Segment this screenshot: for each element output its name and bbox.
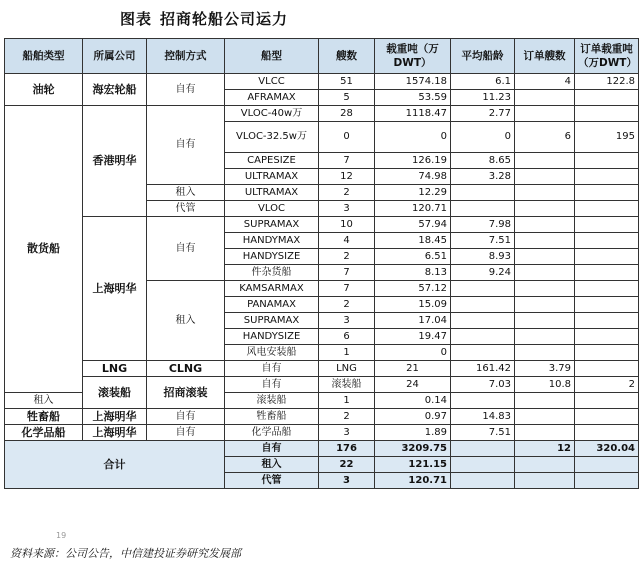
age-cell: 2.77 bbox=[451, 106, 515, 122]
order-dwt-cell bbox=[575, 393, 639, 409]
count-cell: 51 bbox=[319, 74, 375, 90]
age-cell: 7.51 bbox=[451, 425, 515, 441]
age-cell bbox=[451, 393, 515, 409]
dwt-cell: 15.09 bbox=[375, 297, 451, 313]
page-number: 19 bbox=[56, 531, 67, 540]
control-cell: 代管 bbox=[147, 201, 225, 217]
age-cell bbox=[451, 313, 515, 329]
total-order-dwt-cell bbox=[575, 457, 639, 473]
ship-type-cell: CAPESIZE bbox=[225, 153, 319, 169]
ship-type-cell: AFRAMAX bbox=[225, 90, 319, 106]
company-cell: 上海明华 bbox=[83, 409, 147, 425]
age-cell: 8.93 bbox=[451, 249, 515, 265]
orders-cell: 6 bbox=[515, 122, 575, 153]
total-label: 合计 bbox=[5, 441, 225, 489]
total-order-dwt-cell: 320.04 bbox=[575, 441, 639, 457]
count-cell: 28 bbox=[319, 106, 375, 122]
age-cell: 8.65 bbox=[451, 153, 515, 169]
order-dwt-cell bbox=[575, 201, 639, 217]
ship-type-cell: 风电安装船 bbox=[225, 345, 319, 361]
ship-type-cell: 滚装船 bbox=[225, 393, 319, 409]
count-cell: 2 bbox=[319, 297, 375, 313]
header-ship-category: 船舶类型 bbox=[5, 39, 83, 74]
category-cell: LNG bbox=[83, 361, 147, 377]
count-cell: 10 bbox=[319, 217, 375, 233]
fleet-capacity-table bbox=[4, 38, 639, 489]
control-cell: 自有 bbox=[147, 74, 225, 106]
dwt-cell: 57.12 bbox=[375, 281, 451, 297]
total-count-cell: 22 bbox=[319, 457, 375, 473]
dwt-cell: 7.03 bbox=[451, 377, 515, 393]
header-dwt: 载重吨（万DWT） bbox=[375, 39, 451, 74]
control-cell: 租入 bbox=[147, 281, 225, 361]
count-cell: 7 bbox=[319, 281, 375, 297]
total-control-label: 租入 bbox=[225, 457, 319, 473]
control-cell: 自有 bbox=[147, 425, 225, 441]
orders-cell bbox=[515, 217, 575, 233]
ship-type-cell: VLOC bbox=[225, 201, 319, 217]
ship-type-cell: 滚装船 bbox=[319, 377, 375, 393]
total-age-cell bbox=[451, 441, 515, 457]
order-dwt-cell bbox=[575, 106, 639, 122]
order-dwt-cell bbox=[575, 409, 639, 425]
count-cell: 2 bbox=[319, 409, 375, 425]
age-cell: 0 bbox=[451, 122, 515, 153]
order-dwt-cell bbox=[575, 313, 639, 329]
header-avg-age: 平均船龄 bbox=[451, 39, 515, 74]
orders-cell bbox=[515, 90, 575, 106]
orders-cell bbox=[515, 201, 575, 217]
ship-type-cell: LNG bbox=[319, 361, 375, 377]
total-control-label: 代管 bbox=[225, 473, 319, 489]
dwt-cell: 1574.18 bbox=[375, 74, 451, 90]
header-orders: 订单艘数 bbox=[515, 39, 575, 74]
table-row bbox=[5, 409, 639, 425]
control-cell: 自有 bbox=[225, 377, 319, 393]
age-cell bbox=[451, 297, 515, 313]
title-label: 图表 bbox=[120, 10, 153, 28]
total-dwt-cell: 120.71 bbox=[375, 473, 451, 489]
order-dwt-cell bbox=[575, 329, 639, 345]
age-cell: 7.98 bbox=[451, 217, 515, 233]
orders-cell bbox=[515, 106, 575, 122]
age-cell bbox=[451, 345, 515, 361]
dwt-cell: 120.71 bbox=[375, 201, 451, 217]
total-order-dwt-cell bbox=[575, 473, 639, 489]
dwt-cell: 0.97 bbox=[375, 409, 451, 425]
ship-type-cell: VLOC-32.5w万 bbox=[225, 122, 319, 153]
header-row bbox=[5, 39, 639, 74]
control-cell: 自有 bbox=[147, 106, 225, 185]
control-cell: 自有 bbox=[147, 409, 225, 425]
ship-type-cell: HANDYMAX bbox=[225, 233, 319, 249]
total-dwt-cell: 3209.75 bbox=[375, 441, 451, 457]
header-count: 艘数 bbox=[319, 39, 375, 74]
age-cell bbox=[451, 201, 515, 217]
title-text: 招商轮船公司运力 bbox=[160, 10, 289, 28]
order-dwt-cell bbox=[575, 265, 639, 281]
company-cell: 上海明华 bbox=[83, 425, 147, 441]
ship-type-cell: ULTRAMAX bbox=[225, 169, 319, 185]
orders-cell bbox=[515, 185, 575, 201]
count-cell: 7 bbox=[319, 265, 375, 281]
table-row bbox=[5, 217, 639, 233]
age-cell bbox=[451, 185, 515, 201]
category-cell: 化学品船 bbox=[5, 425, 83, 441]
dwt-cell: 74.98 bbox=[375, 169, 451, 185]
total-age-cell bbox=[451, 473, 515, 489]
count-cell: 24 bbox=[375, 377, 451, 393]
category-cell: 牲畜船 bbox=[5, 409, 83, 425]
orders-cell bbox=[515, 329, 575, 345]
dwt-cell: 0 bbox=[375, 345, 451, 361]
dwt-cell: 161.42 bbox=[451, 361, 515, 377]
count-cell: 0 bbox=[319, 122, 375, 153]
dwt-cell: 0.14 bbox=[375, 393, 451, 409]
order-dwt-cell bbox=[575, 153, 639, 169]
count-cell: 6 bbox=[319, 329, 375, 345]
orders-cell bbox=[515, 233, 575, 249]
age-cell: 9.24 bbox=[451, 265, 515, 281]
total-orders-cell: 12 bbox=[515, 441, 575, 457]
age-cell: 3.28 bbox=[451, 169, 515, 185]
count-cell: 3 bbox=[319, 425, 375, 441]
age-cell bbox=[451, 329, 515, 345]
dwt-cell: 126.19 bbox=[375, 153, 451, 169]
dwt-cell: 1118.47 bbox=[375, 106, 451, 122]
orders-cell: 4 bbox=[515, 74, 575, 90]
age-cell: 10.8 bbox=[515, 377, 575, 393]
control-cell: 自有 bbox=[147, 217, 225, 281]
count-cell: 21 bbox=[375, 361, 451, 377]
dwt-cell: 1.89 bbox=[375, 425, 451, 441]
company-cell: 上海明华 bbox=[83, 217, 147, 361]
age-cell: 6.1 bbox=[451, 74, 515, 90]
ship-type-cell: 化学品船 bbox=[225, 425, 319, 441]
order-dwt-cell bbox=[575, 249, 639, 265]
ship-type-cell: HANDYSIZE bbox=[225, 249, 319, 265]
count-cell: 3 bbox=[319, 313, 375, 329]
orders-cell bbox=[515, 281, 575, 297]
total-orders-cell bbox=[515, 457, 575, 473]
order-dwt-cell bbox=[575, 90, 639, 106]
count-cell: 2 bbox=[319, 185, 375, 201]
company-cell: 香港明华 bbox=[83, 106, 147, 217]
ship-type-cell: PANAMAX bbox=[225, 297, 319, 313]
orders-cell bbox=[515, 265, 575, 281]
table-row bbox=[5, 361, 639, 377]
orders-cell bbox=[575, 361, 639, 377]
age-cell: 7.51 bbox=[451, 233, 515, 249]
ship-type-cell: SUPRAMAX bbox=[225, 217, 319, 233]
order-dwt-cell bbox=[575, 217, 639, 233]
table-row bbox=[5, 377, 639, 393]
orders-cell bbox=[515, 249, 575, 265]
ship-type-cell: VLCC bbox=[225, 74, 319, 90]
count-cell: 12 bbox=[319, 169, 375, 185]
ship-type-cell: HANDYSIZE bbox=[225, 329, 319, 345]
ship-type-cell: SUPRAMAX bbox=[225, 313, 319, 329]
count-cell: 4 bbox=[319, 233, 375, 249]
company-cell: CLNG bbox=[147, 361, 225, 377]
orders-cell bbox=[515, 313, 575, 329]
table-row bbox=[5, 74, 639, 90]
ship-type-cell: VLOC-40w万 bbox=[225, 106, 319, 122]
chart-title bbox=[120, 8, 288, 29]
order-dwt-cell: 122.8 bbox=[575, 74, 639, 90]
count-cell: 1 bbox=[319, 393, 375, 409]
orders-cell bbox=[515, 425, 575, 441]
order-dwt-cell bbox=[575, 185, 639, 201]
dwt-cell: 6.51 bbox=[375, 249, 451, 265]
age-cell bbox=[451, 281, 515, 297]
total-row bbox=[5, 441, 639, 457]
table-row bbox=[5, 106, 639, 122]
age-cell: 3.79 bbox=[515, 361, 575, 377]
dwt-cell: 0 bbox=[375, 122, 451, 153]
ship-type-cell: ULTRAMAX bbox=[225, 185, 319, 201]
age-cell: 14.83 bbox=[451, 409, 515, 425]
order-dwt-cell bbox=[575, 281, 639, 297]
control-cell: 租入 bbox=[147, 185, 225, 201]
header-control: 控制方式 bbox=[147, 39, 225, 74]
ship-type-cell: KAMSARMAX bbox=[225, 281, 319, 297]
orders-cell bbox=[515, 409, 575, 425]
control-cell: 租入 bbox=[5, 393, 83, 409]
header-order-dwt: 订单载重吨（万DWT） bbox=[575, 39, 639, 74]
orders-cell bbox=[515, 345, 575, 361]
count-cell: 1 bbox=[319, 345, 375, 361]
dwt-cell: 53.59 bbox=[375, 90, 451, 106]
header-ship-type: 船型 bbox=[225, 39, 319, 74]
table-row bbox=[5, 425, 639, 441]
category-cell: 散货船 bbox=[5, 106, 83, 393]
orders-cell bbox=[515, 153, 575, 169]
order-dwt-cell: 195 bbox=[575, 122, 639, 153]
header-company: 所属公司 bbox=[83, 39, 147, 74]
orders-cell bbox=[515, 393, 575, 409]
orders-cell bbox=[515, 169, 575, 185]
total-age-cell bbox=[451, 457, 515, 473]
source-note: 资料来源：公司公告，中信建投证券研究发展部 bbox=[10, 547, 241, 560]
company-cell: 招商滚装 bbox=[147, 377, 225, 409]
dwt-cell: 17.04 bbox=[375, 313, 451, 329]
dwt-cell: 18.45 bbox=[375, 233, 451, 249]
total-orders-cell bbox=[515, 473, 575, 489]
orders-cell bbox=[515, 297, 575, 313]
order-dwt-cell bbox=[575, 233, 639, 249]
total-count-cell: 3 bbox=[319, 473, 375, 489]
count-cell: 5 bbox=[319, 90, 375, 106]
order-dwt-cell bbox=[575, 297, 639, 313]
ship-type-cell: 件杂货船 bbox=[225, 265, 319, 281]
age-cell: 11.23 bbox=[451, 90, 515, 106]
category-cell: 滚装船 bbox=[83, 377, 147, 409]
count-cell: 2 bbox=[319, 249, 375, 265]
category-cell: 油轮 bbox=[5, 74, 83, 106]
ship-type-cell: 牲畜船 bbox=[225, 409, 319, 425]
dwt-cell: 8.13 bbox=[375, 265, 451, 281]
order-dwt-cell bbox=[575, 425, 639, 441]
order-dwt-cell bbox=[575, 345, 639, 361]
dwt-cell: 12.29 bbox=[375, 185, 451, 201]
order-dwt-cell bbox=[575, 169, 639, 185]
count-cell: 3 bbox=[319, 201, 375, 217]
dwt-cell: 57.94 bbox=[375, 217, 451, 233]
total-control-label: 自有 bbox=[225, 441, 319, 457]
control-cell: 自有 bbox=[225, 361, 319, 377]
total-dwt-cell: 121.15 bbox=[375, 457, 451, 473]
company-cell: 海宏轮船 bbox=[83, 74, 147, 106]
total-count-cell: 176 bbox=[319, 441, 375, 457]
dwt-cell: 19.47 bbox=[375, 329, 451, 345]
count-cell: 7 bbox=[319, 153, 375, 169]
orders-cell: 2 bbox=[575, 377, 639, 393]
